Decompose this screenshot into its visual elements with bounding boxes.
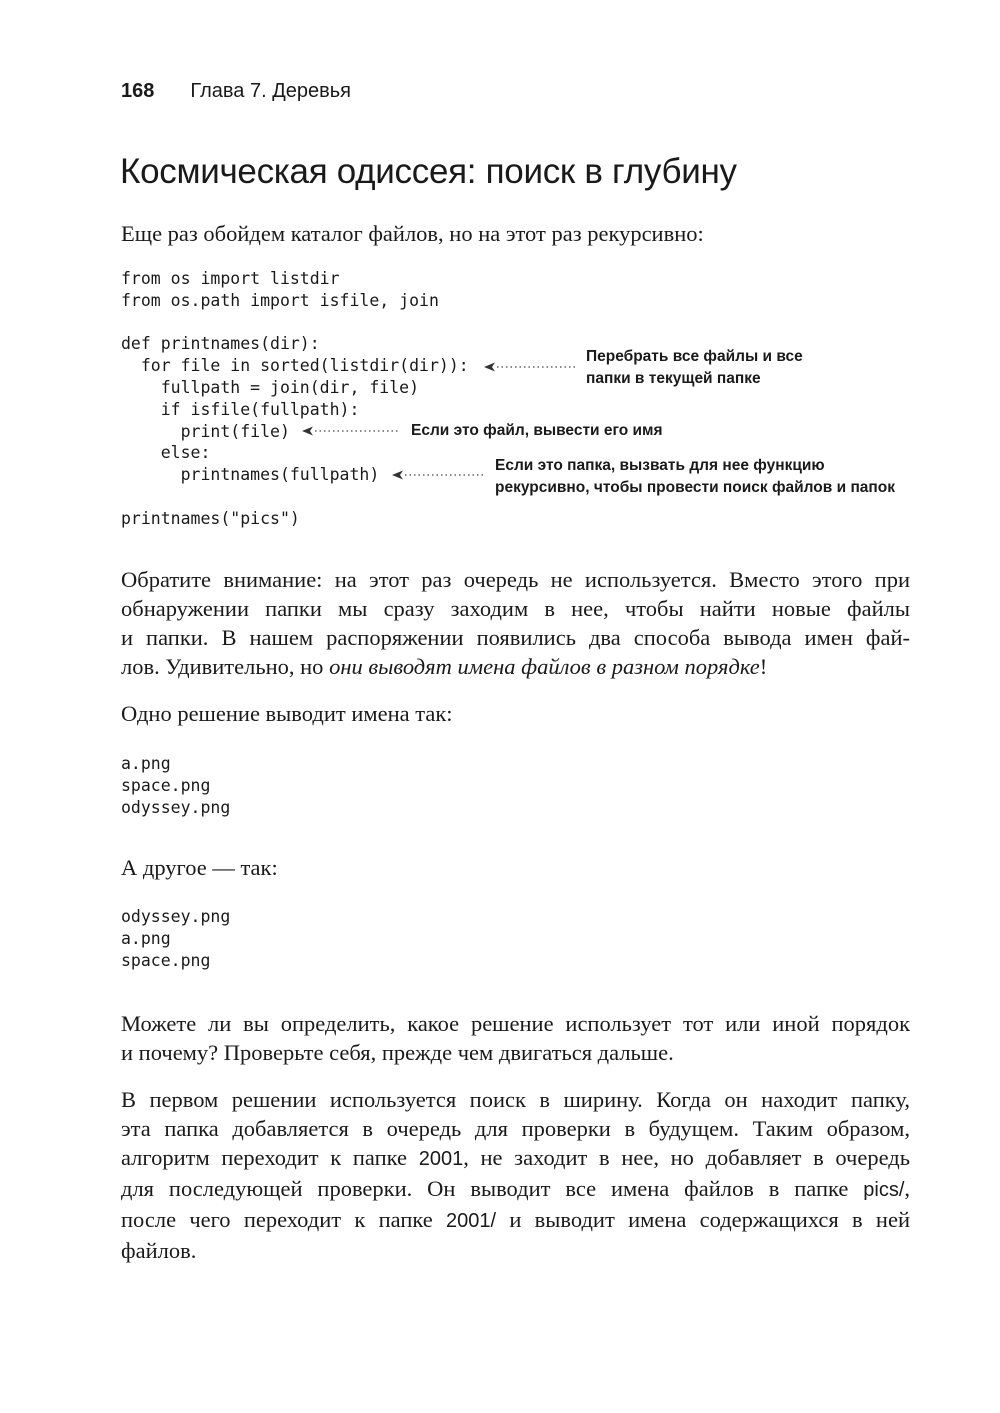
inline-folder-name: pics/: [863, 1179, 905, 1201]
code-line: fullpath = join(dir, file): [121, 377, 420, 397]
code-line: from os.path import isfile, join: [121, 290, 439, 310]
paragraph-explanation: В первом решении используется поиск в ширину. Когда он находит папку, эта папка добавляется в очередь для проверки в будущем. Таким образом, алгоритм переходит к папке 2001, не заходит в нее, но добавляет в очередь для последующей проверки. Он выводит все имена файлов в папке pics/, после чего переходит к папке 2001/ и выводит имена содержащихся в ней файлов.: [121, 1087, 911, 1263]
paragraph-first-solution: Одно решение выводит имена так:: [121, 701, 453, 726]
output-line: odyssey.png: [121, 797, 231, 817]
intro-text: Еще раз обойдем каталог файлов, но на этот раз рекурсивно:: [121, 221, 704, 246]
section-heading: Космическая одиссея: поиск в глубину: [120, 152, 737, 191]
annotation-loop: Перебрать все файлы и все папки в текущей папке: [586, 348, 803, 387]
intro-paragraph: [121, 219, 910, 248]
code-line: printnames("pics"): [121, 508, 300, 528]
code-line: for file in sorted(listdir(dir)):: [121, 356, 469, 376]
output-line: odyssey.png: [121, 907, 231, 926]
code-line: if isfile(fullpath):: [121, 399, 360, 419]
inline-folder-name: 2001: [418, 1148, 464, 1170]
output-listing-1: [121, 753, 230, 818]
running-header: [121, 80, 351, 103]
code-line: def printnames(dir):: [121, 334, 320, 354]
output-line: a.png: [121, 754, 171, 773]
annotation-arrow-loop: [484, 362, 576, 372]
code-line: [121, 486, 469, 508]
paragraph-second-solution: А другое — так:: [121, 855, 278, 880]
annotation-folder: Если это папка, вызвать для нее функцию рекурсивно, чтобы провести поиск файлов и папок: [495, 457, 896, 496]
output-line: a.png: [121, 928, 171, 948]
page-number: 168: [121, 80, 155, 102]
code-line: print(file): [121, 421, 290, 441]
chapter-title: Глава 7. Деревья: [190, 80, 351, 102]
code-line: printnames(fullpath): [121, 465, 380, 485]
annotation-arrow-file: [302, 426, 398, 436]
paragraph-question: Можете ли вы определить, какое решение использует тот или иной порядок и почему? Проверьте себя, прежде чем двигаться дальше.: [121, 1011, 910, 1065]
paragraph-observation: Обратите внимание: на этот раз очередь не используется. Вместо этого при обнаружении папки мы сразу заходим в нее, чтобы найти новые файлы и папки. В нашем распоряжении появились два способа вывода имен фай- лов. Удивительно, но они выводят имена файлов в разном порядке!: [121, 567, 910, 679]
output-line: space.png: [121, 950, 211, 970]
code-listing: [121, 268, 469, 530]
code-line: [121, 312, 469, 334]
output-listing-2: [121, 906, 230, 971]
annotation-arrow-folder: [392, 470, 484, 480]
annotation-file: Если это файл, вывести его имя: [411, 422, 663, 439]
code-line: from os import listdir: [121, 269, 340, 288]
emphasis-text: они выводят имена файлов в разном порядке: [329, 654, 760, 679]
code-line: else:: [121, 443, 211, 463]
output-line: space.png: [121, 775, 211, 795]
inline-folder-name: 2001/: [446, 1210, 497, 1232]
